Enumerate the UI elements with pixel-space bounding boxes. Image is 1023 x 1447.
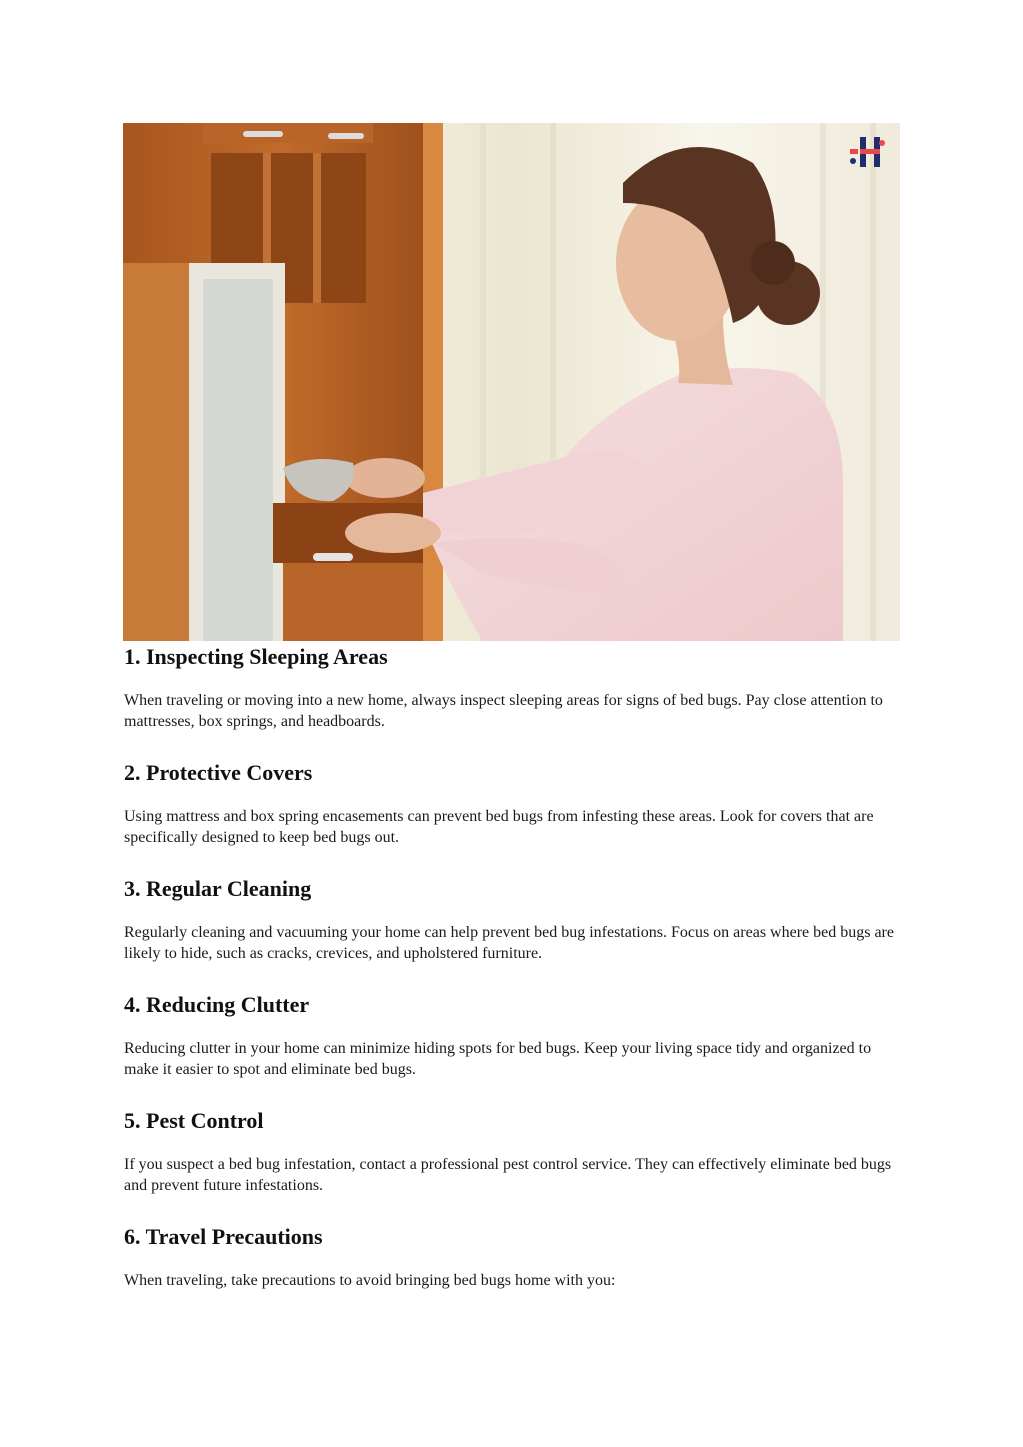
section-heading: 4. Reducing Clutter [124,992,310,1017]
section-body: Regularly cleaning and vacuuming your home can help prevent bed bug infestations. Focus on areas where bed bugs are likely to hide, such as cracks, crevices, and upholstered furniture. [124,924,894,962]
section-body: When traveling, take precautions to avoid bringing bed bugs home with you: [124,1272,616,1289]
woman-dusting-shelf-illustration [123,123,900,641]
section-body: Reducing clutter in your home can minimize hiding spots for bed bugs. Keep your living space tidy and organized to make it easier to spot and eliminate bed bugs. [124,1040,872,1078]
section-travel-precautions [124,1221,902,1291]
section-protective-covers [124,757,902,848]
section-heading: 5. Pest Control [124,1108,264,1133]
section-reducing-clutter [124,989,902,1080]
article-content [124,641,902,1291]
section-body: If you suspect a bed bug infestation, contact a professional pest control service. They can effectively eliminate bed bugs and prevent future infestations. [124,1156,892,1194]
section-heading: 2. Protective Covers [124,760,313,785]
section-heading: 1. Inspecting Sleeping Areas [124,644,388,669]
section-body: Using mattress and box spring encasements can prevent bed bugs from infesting these areas. Look for covers that are specifically designed to keep bed bugs out. [124,808,874,846]
section-inspecting-sleeping-areas [124,641,902,732]
hero-photo [123,123,900,641]
section-regular-cleaning [124,873,902,964]
section-heading: 3. Regular Cleaning [124,876,312,901]
section-heading: 6. Travel Precautions [124,1224,323,1249]
section-pest-control [124,1105,902,1196]
section-body: When traveling or moving into a new home, always inspect sleeping areas for signs of bed bugs. Pay close attention to mattresses, box springs, and headboards. [124,692,883,730]
